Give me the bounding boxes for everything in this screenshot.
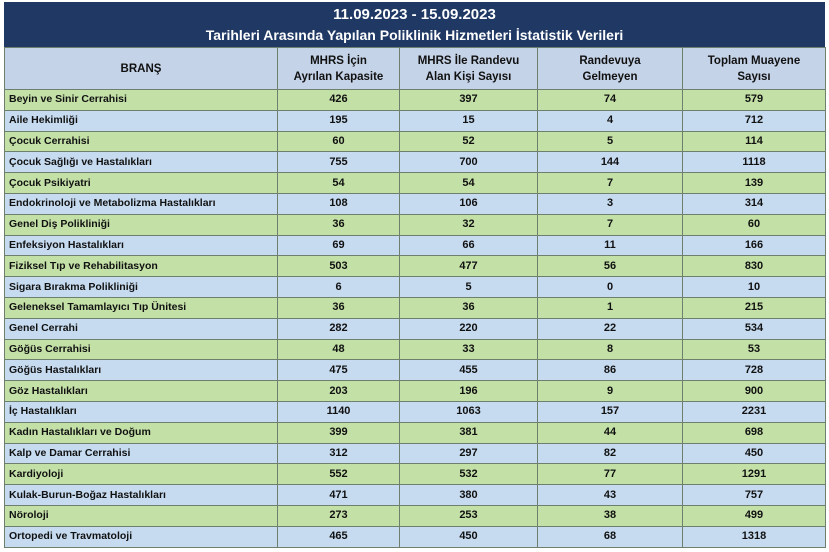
table-row (5, 360, 826, 381)
appointments-cell: 450 (400, 526, 538, 547)
appointments-cell: 455 (400, 360, 538, 381)
capacity-cell: 552 (278, 464, 400, 485)
capacity-cell: 312 (278, 443, 400, 464)
branch-cell: Genel Cerrahi (5, 318, 278, 339)
header-mhrs-capacity: MHRS İçin Ayrılan Kapasite (278, 48, 400, 90)
appointments-cell: 1063 (400, 401, 538, 422)
branch-cell: Çocuk Cerrahisi (5, 131, 278, 152)
appointments-cell: 397 (400, 90, 538, 111)
branch-cell: Fiziksel Tıp ve Rehabilitasyon (5, 256, 278, 277)
no-show-cell: 11 (538, 235, 683, 256)
no-show-cell: 22 (538, 318, 683, 339)
total-cell: 166 (683, 235, 826, 256)
capacity-cell: 69 (278, 235, 400, 256)
appointments-cell: 477 (400, 256, 538, 277)
appointments-cell: 36 (400, 297, 538, 318)
branch-cell: Çocuk Sağlığı ve Hastalıkları (5, 152, 278, 173)
capacity-cell: 465 (278, 526, 400, 547)
table-row (5, 90, 826, 111)
branch-cell: Genel Diş Polikliniği (5, 214, 278, 235)
title-banner (4, 2, 825, 47)
appointments-cell: 32 (400, 214, 538, 235)
table-row (5, 381, 826, 402)
branch-cell: İç Hastalıkları (5, 401, 278, 422)
capacity-cell: 60 (278, 131, 400, 152)
no-show-cell: 0 (538, 277, 683, 298)
appointments-cell: 220 (400, 318, 538, 339)
no-show-cell: 1 (538, 297, 683, 318)
appointments-cell: 15 (400, 110, 538, 131)
table-row (5, 505, 826, 526)
clinic-statistics-table (4, 47, 826, 548)
capacity-cell: 1140 (278, 401, 400, 422)
branch-cell: Endokrinoloji ve Metabolizma Hastalıkları (5, 193, 278, 214)
no-show-cell: 44 (538, 422, 683, 443)
branch-cell: Geleneksel Tamamlayıcı Tıp Ünitesi (5, 297, 278, 318)
capacity-cell: 203 (278, 381, 400, 402)
no-show-cell: 7 (538, 173, 683, 194)
no-show-cell: 5 (538, 131, 683, 152)
table-row (5, 422, 826, 443)
no-show-cell: 56 (538, 256, 683, 277)
total-cell: 534 (683, 318, 826, 339)
total-cell: 53 (683, 339, 826, 360)
total-cell: 450 (683, 443, 826, 464)
capacity-cell: 475 (278, 360, 400, 381)
total-cell: 900 (683, 381, 826, 402)
branch-cell: Aile Hekimliği (5, 110, 278, 131)
table-row (5, 193, 826, 214)
appointments-cell: 380 (400, 485, 538, 506)
capacity-cell: 48 (278, 339, 400, 360)
branch-cell: Ortopedi ve Travmatoloji (5, 526, 278, 547)
header-appointments: MHRS İle Randevu Alan Kişi Sayısı (400, 48, 538, 90)
no-show-cell: 157 (538, 401, 683, 422)
appointments-cell: 106 (400, 193, 538, 214)
branch-cell: Göğüs Hastalıkları (5, 360, 278, 381)
branch-cell: Kulak-Burun-Boğaz Hastalıkları (5, 485, 278, 506)
appointments-cell: 196 (400, 381, 538, 402)
branch-cell: Nöroloji (5, 505, 278, 526)
no-show-cell: 43 (538, 485, 683, 506)
no-show-cell: 68 (538, 526, 683, 547)
no-show-cell: 82 (538, 443, 683, 464)
total-cell: 60 (683, 214, 826, 235)
table-body (5, 90, 826, 548)
appointments-cell: 381 (400, 422, 538, 443)
total-cell: 830 (683, 256, 826, 277)
appointments-cell: 253 (400, 505, 538, 526)
total-cell: 1118 (683, 152, 826, 173)
capacity-cell: 108 (278, 193, 400, 214)
capacity-cell: 6 (278, 277, 400, 298)
table-row (5, 526, 826, 547)
capacity-cell: 54 (278, 173, 400, 194)
table-row (5, 256, 826, 277)
no-show-cell: 7 (538, 214, 683, 235)
total-cell: 728 (683, 360, 826, 381)
table-row (5, 464, 826, 485)
capacity-cell: 471 (278, 485, 400, 506)
total-cell: 2231 (683, 401, 826, 422)
branch-cell: Beyin ve Sinir Cerrahisi (5, 90, 278, 111)
capacity-cell: 195 (278, 110, 400, 131)
appointments-cell: 52 (400, 131, 538, 152)
table-row (5, 297, 826, 318)
appointments-cell: 297 (400, 443, 538, 464)
branch-cell: Kalp ve Damar Cerrahisi (5, 443, 278, 464)
table-row (5, 173, 826, 194)
table-row (5, 339, 826, 360)
report-subtitle: Tarihleri Arasında Yapılan Poliklinik Hizmetleri İstatistik Verileri (205, 27, 624, 43)
table-row (5, 443, 826, 464)
capacity-cell: 36 (278, 214, 400, 235)
capacity-cell: 282 (278, 318, 400, 339)
total-cell: 757 (683, 485, 826, 506)
no-show-cell: 3 (538, 193, 683, 214)
branch-cell: Kadın Hastalıkları ve Doğum (5, 422, 278, 443)
appointments-cell: 532 (400, 464, 538, 485)
capacity-cell: 426 (278, 90, 400, 111)
total-cell: 579 (683, 90, 826, 111)
branch-cell: Sigara Bırakma Polikliniği (5, 277, 278, 298)
total-cell: 1318 (683, 526, 826, 547)
table-row (5, 485, 826, 506)
capacity-cell: 273 (278, 505, 400, 526)
branch-cell: Çocuk Psikiyatri (5, 173, 278, 194)
total-cell: 10 (683, 277, 826, 298)
header-row (5, 48, 826, 90)
total-cell: 712 (683, 110, 826, 131)
date-range-title: 11.09.2023 - 15.09.2023 (333, 6, 496, 23)
table-row (5, 318, 826, 339)
no-show-cell: 77 (538, 464, 683, 485)
no-show-cell: 9 (538, 381, 683, 402)
total-cell: 215 (683, 297, 826, 318)
table-row (5, 131, 826, 152)
table-row (5, 152, 826, 173)
appointments-cell: 5 (400, 277, 538, 298)
no-show-cell: 38 (538, 505, 683, 526)
no-show-cell: 86 (538, 360, 683, 381)
header-no-show: Randevuya Gelmeyen (538, 48, 683, 90)
table-row (5, 277, 826, 298)
header-total-exams: Toplam Muayene Sayısı (683, 48, 826, 90)
branch-cell: Kardiyoloji (5, 464, 278, 485)
table-row (5, 235, 826, 256)
no-show-cell: 74 (538, 90, 683, 111)
total-cell: 139 (683, 173, 826, 194)
no-show-cell: 144 (538, 152, 683, 173)
table-row (5, 214, 826, 235)
total-cell: 314 (683, 193, 826, 214)
capacity-cell: 503 (278, 256, 400, 277)
total-cell: 114 (683, 131, 826, 152)
capacity-cell: 36 (278, 297, 400, 318)
header-branch: BRANŞ (5, 48, 278, 90)
branch-cell: Göz Hastalıkları (5, 381, 278, 402)
no-show-cell: 4 (538, 110, 683, 131)
capacity-cell: 399 (278, 422, 400, 443)
capacity-cell: 755 (278, 152, 400, 173)
table-row (5, 110, 826, 131)
total-cell: 499 (683, 505, 826, 526)
no-show-cell: 8 (538, 339, 683, 360)
appointments-cell: 54 (400, 173, 538, 194)
appointments-cell: 700 (400, 152, 538, 173)
table-row (5, 401, 826, 422)
total-cell: 1291 (683, 464, 826, 485)
branch-cell: Göğüs Cerrahisi (5, 339, 278, 360)
branch-cell: Enfeksiyon Hastalıkları (5, 235, 278, 256)
total-cell: 698 (683, 422, 826, 443)
appointments-cell: 33 (400, 339, 538, 360)
appointments-cell: 66 (400, 235, 538, 256)
